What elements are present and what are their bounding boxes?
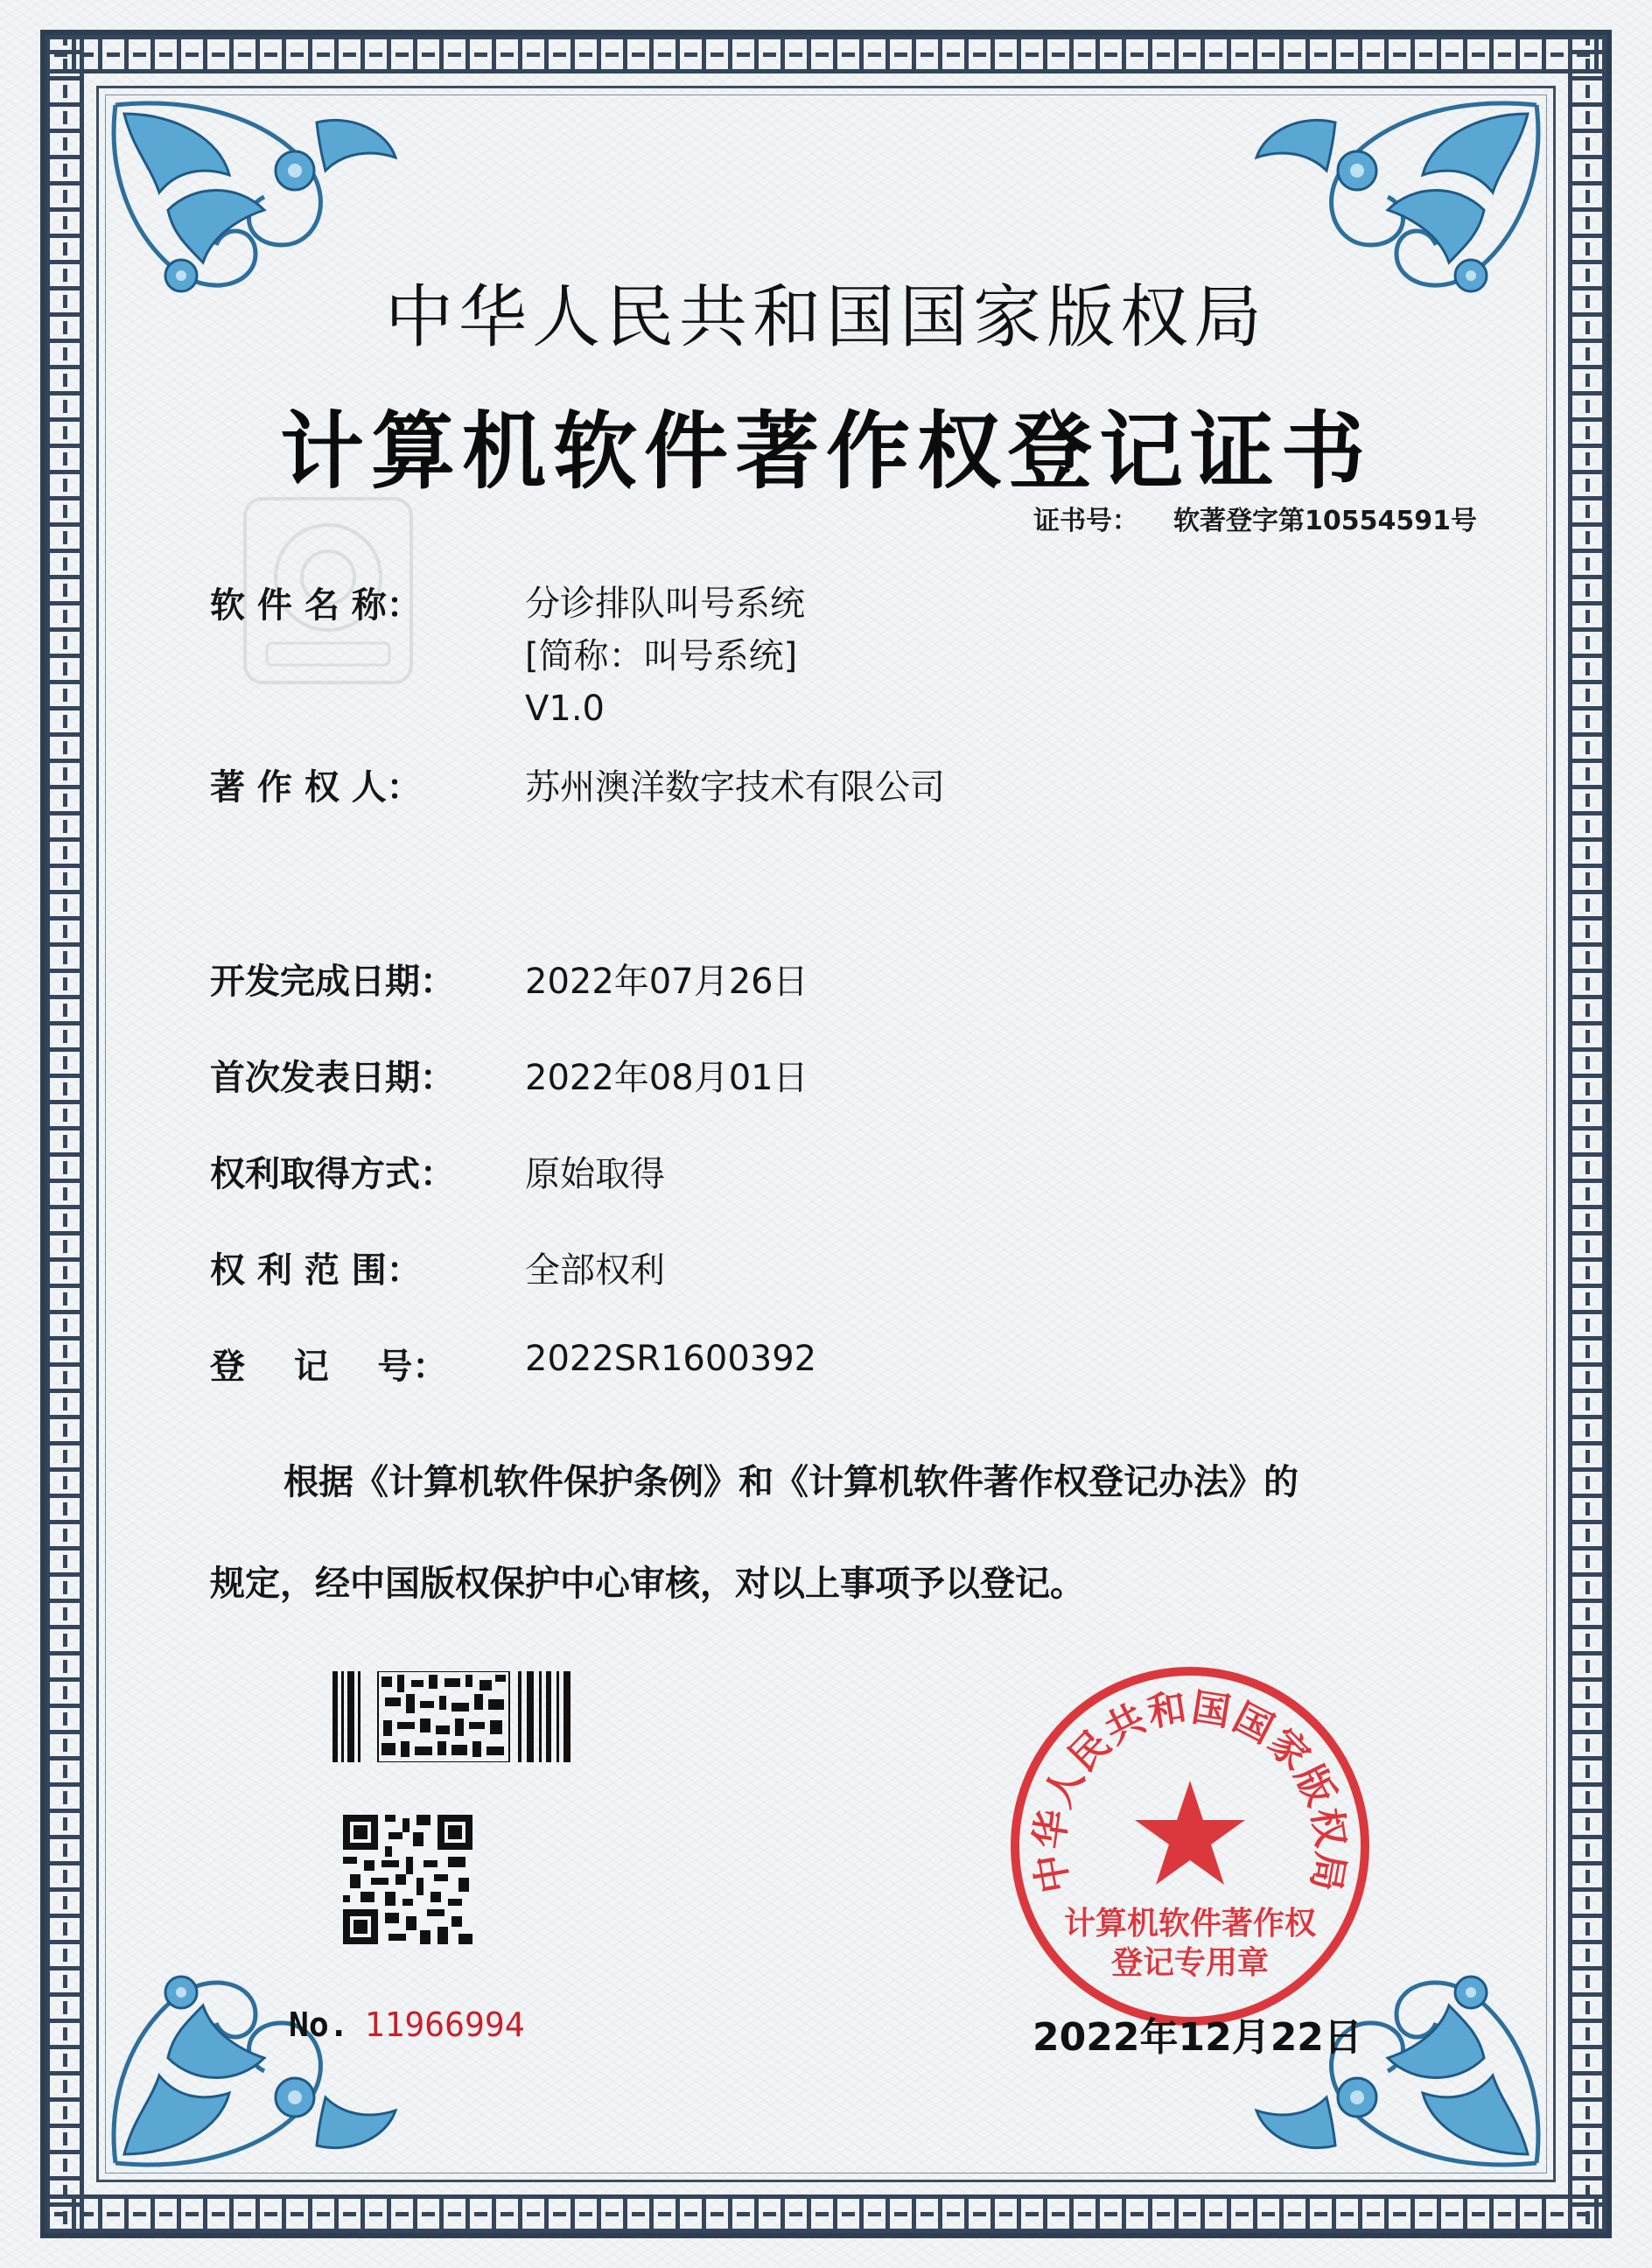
acquisition-method-value: 原始取得 [525,1154,665,1194]
registration-number-row [210,1339,816,1389]
scope-of-rights-value: 全部权利 [525,1250,665,1291]
copyright-owner-label: 著 作 权 人： [210,767,422,808]
dev-completion-date-label: 开发完成日期： [210,962,455,1002]
first-publication-date-label: 首次发表日期： [210,1058,455,1098]
barcode-icon [332,1671,578,1762]
certificate-number-label: 证书号： [1033,506,1138,536]
acquisition-method-row [210,1146,665,1196]
first-publication-date-value: 2022年08月01日 [525,1058,808,1098]
dev-completion-date-row [210,954,808,1004]
software-name-full: 分诊排队叫号系统 [525,584,805,624]
copyright-owner-row [210,760,945,809]
key-border-bottom [46,2194,1606,2233]
software-version: V1.0 [525,689,605,729]
software-name-label: 软 件 名 称： [210,585,422,626]
certificate-number-value: 软著登字第10554591号 [1173,506,1477,536]
registration-number-label: 登 记 号： [210,1347,448,1387]
svg-text:计算机软件著作权: 计算机软件著作权 [1063,1906,1317,1942]
dev-completion-date-value: 2022年07月26日 [525,962,808,1002]
qr-code-icon [343,1815,472,1944]
certificate-title: 计算机软件著作权登记证书 [280,402,1372,500]
software-name-value [525,578,805,735]
scope-of-rights-label: 权 利 范 围： [210,1250,422,1291]
software-name-short: [简称：叫号系统] [525,636,798,676]
serial-number [289,2006,525,2044]
scope-of-rights-row [210,1242,665,1292]
svg-text:登记专用章: 登记专用章 [1110,1945,1270,1981]
statement-line-1: 根据《计算机软件保护条例》和《计算机软件著作权登记办法》的 [284,1462,1298,1502]
key-border-top [46,35,1606,74]
issuing-authority: 中华人民共和国国家版权局 [384,278,1267,357]
certificate-number [1033,499,1477,537]
copyright-owner-value: 苏州澳洋数字技术有限公司 [525,767,945,808]
registration-number-value: 2022SR1600392 [525,1339,817,1379]
key-border-right [1568,35,1606,2233]
software-name-row [210,578,805,735]
acquisition-method-label: 权利取得方式： [210,1154,455,1194]
official-seal-icon [1006,1662,1374,2030]
key-border-left [46,35,84,2233]
serial-number-value: 11966994 [364,2006,525,2044]
svg-text:中华人民共和国国家版权局: 中华人民共和国国家版权局 [1026,1684,1354,1897]
statement-line-2: 规定，经中国版权保护中心审核，对以上事项予以登记。 [210,1564,1085,1604]
first-publication-date-row [210,1050,808,1100]
corner-ornament-icon [98,1953,413,2180]
serial-number-label: No. [289,2006,349,2044]
issue-date: 2022年12月22日 [1032,2015,1362,2060]
